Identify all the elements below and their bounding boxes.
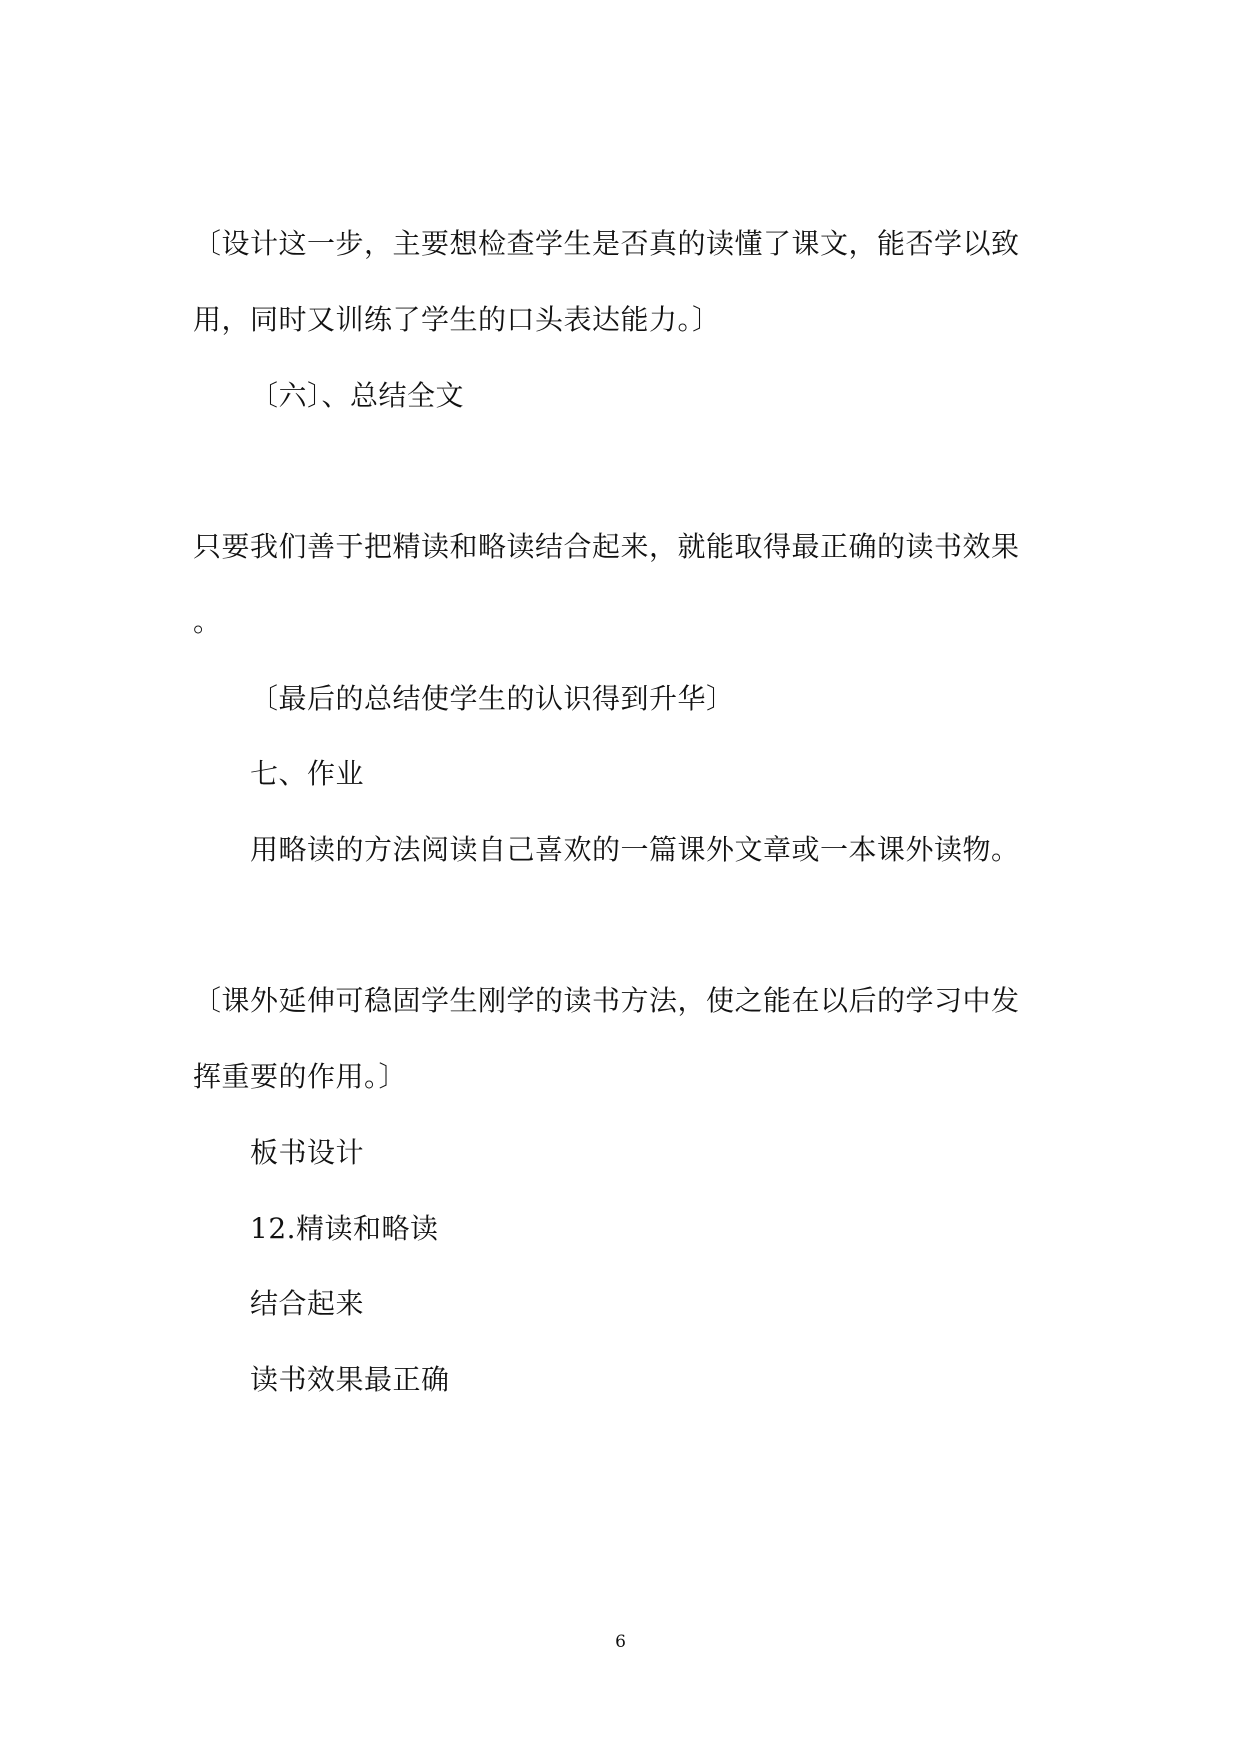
paragraph-summary-note: 〔最后的总结使学生的认识得到升华〕: [250, 682, 735, 715]
paragraph-homework: 用略读的方法阅读自己喜欢的一篇课外文章或一本课外读物。: [250, 833, 1020, 866]
section-heading-summary: 〔六〕、总结全文: [250, 379, 465, 412]
paragraph-extension-note-line-2: 挥重要的作用。〕: [193, 1060, 408, 1093]
board-design-item-2: 读书效果最正确: [250, 1363, 450, 1396]
board-design-item-1: 结合起来: [250, 1287, 365, 1320]
paragraph-summary-line-1: 只要我们善于把精读和略读结合起来，就能取得最正确的读书效果: [193, 530, 1020, 563]
paragraph-summary-line-2: 。: [193, 605, 222, 638]
section-heading-homework: 七、作业: [250, 757, 365, 790]
paragraph-design-note-line-1: 〔设计这一步，主要想检查学生是否真的读懂了课文，能否学以致: [193, 227, 1020, 260]
page-number: 6: [615, 1632, 626, 1652]
board-design-title: 12.精读和略读: [250, 1212, 439, 1245]
paragraph-extension-note-line-1: 〔课外延伸可稳固学生刚学的读书方法，使之能在以后的学习中发: [193, 984, 1020, 1017]
paragraph-design-note-line-2: 用，同时又训练了学生的口头表达能力。〕: [193, 303, 721, 336]
section-heading-board-design: 板书设计: [250, 1136, 365, 1169]
